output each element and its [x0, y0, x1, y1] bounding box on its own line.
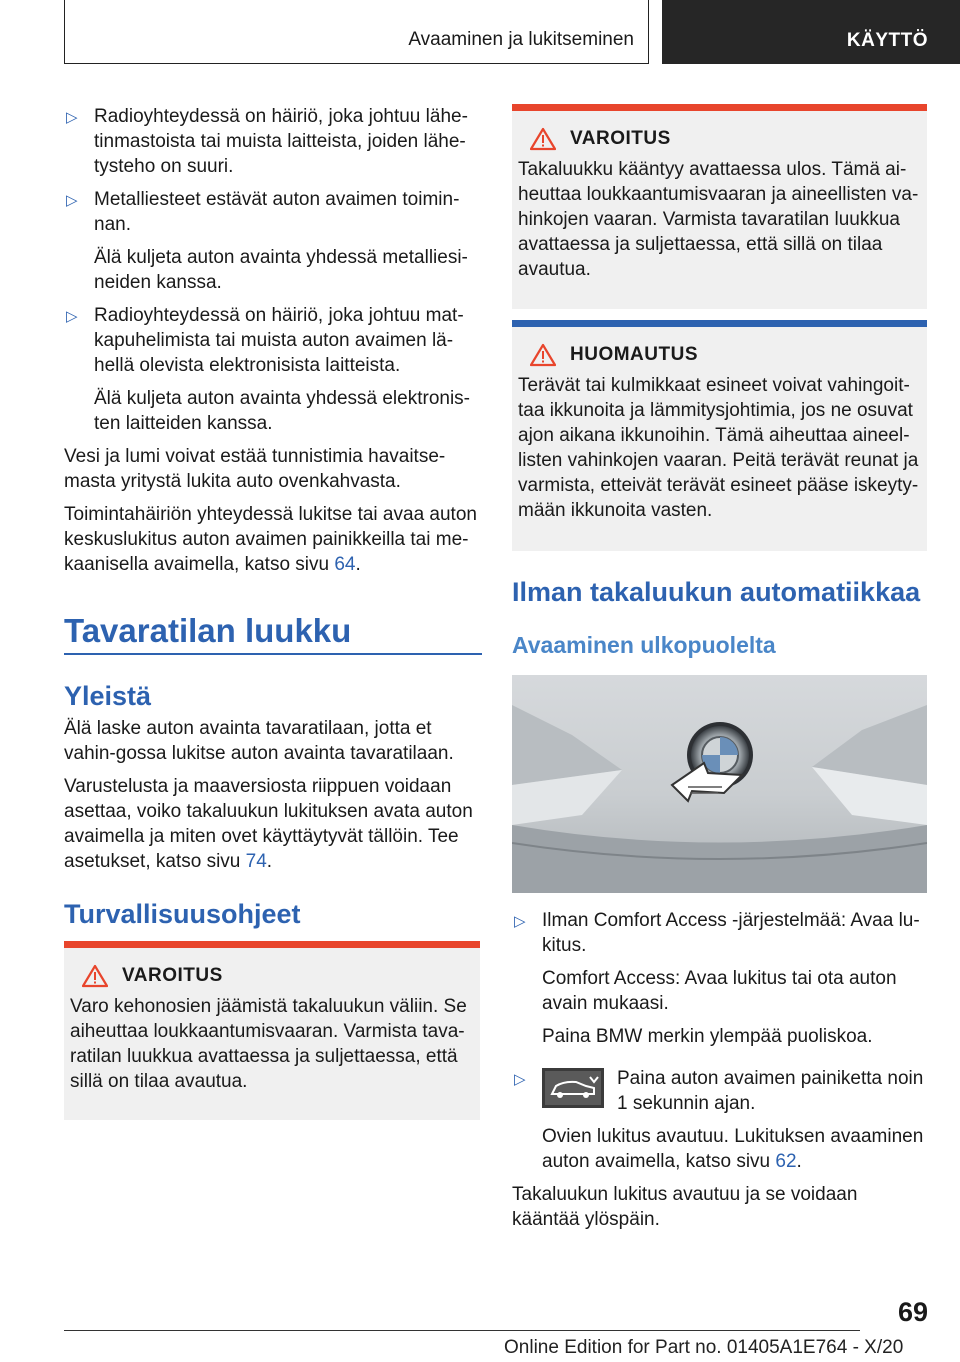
- triangle-bullet-icon: ▷: [66, 109, 78, 126]
- right-steps: [512, 908, 930, 1049]
- chapter-tab-label: KÄYTTÖ: [846, 30, 928, 51]
- paragraph-end: .: [266, 851, 273, 872]
- warning-title: VAROITUS: [122, 965, 223, 986]
- triangle-bullet-icon: ▷: [66, 308, 78, 325]
- chapter-tab[interactable]: [662, 0, 960, 64]
- page-link[interactable]: 62: [775, 1151, 797, 1172]
- page-link[interactable]: 64: [334, 554, 356, 575]
- tailgate-photo: [512, 675, 927, 893]
- subheading-no-automatic: Ilman takaluukun automatiikkaa: [512, 577, 921, 607]
- list-item-text: Radioyhteydessä on häiriö, joka johtuu lähe-tinmastoista tai muista laitteista, joiden lähe-tysteho on suuri.: [94, 106, 468, 177]
- page-number: 69: [897, 1297, 928, 1327]
- paragraph-text: Toimintahäiriön yhteydessä lukitse tai avaa auton keskuslukitus auton avaimen painikkeilla tai me-kaanisella avaimella, katso sivu: [64, 504, 477, 575]
- page-link[interactable]: 74: [245, 851, 267, 872]
- notice-text: Terävät tai kulmikkaat esineet voivat vahingoit-taa ikkunoita ja lämmitysjohtimia, jos ne osuvat ajon aikana ikkunoihin. Tämä aiheuttaa aineel-listen vahinkojen vaaran. Peitä terävät reunat ja varmista, etteivät terävät esineet pääse iskeyty-mään ikkunoita vasten.: [518, 375, 919, 521]
- list-item-text: Paina auton avaimen painiketta noin 1 sekunnin ajan.: [617, 1068, 924, 1114]
- subheading-safety: Turvallisuusohjeet: [64, 899, 301, 929]
- warning-title: VAROITUS: [570, 128, 671, 149]
- triangle-bullet-icon: ▷: [66, 192, 78, 209]
- list-item-extra: Älä kuljeta auton avainta yhdessä elektronis-ten laitteiden kanssa.: [94, 388, 471, 434]
- list-item: [512, 1066, 930, 1174]
- list-item-extra: Paina BMW merkin ylempää puoliskoa.: [542, 1026, 873, 1047]
- right-steps-2: [512, 1066, 930, 1232]
- warning-text: Varo kehonosien jäämistä takaluukun väliin. Se aiheuttaa loukkaantumisvaaran. Varmista tava-ratilan luukkua avattaessa ja suljettaessa, että sillä on tilaa avautua.: [70, 996, 467, 1092]
- paragraph-end: .: [796, 1151, 802, 1172]
- paragraph: Vesi ja lumi voivat estää tunnistimia havaitse-masta yritystä lukita auto ovenkahvasta.: [64, 446, 446, 492]
- notice-triangle-icon: [530, 343, 556, 367]
- notice-bar: [512, 320, 927, 327]
- list-item-extra: Älä kuljeta auton avainta yhdessä metalliesi-neiden kanssa.: [94, 247, 468, 293]
- heading-rule: [64, 653, 482, 655]
- notice-box: [512, 320, 927, 551]
- paragraph: [64, 774, 482, 874]
- footer-edition: Online Edition for Part no. 01405A1E764 - X/20: [504, 1337, 904, 1358]
- paragraph: Takaluukun lukitus avautuu ja se voidaan kääntää ylöspäin.: [512, 1184, 858, 1230]
- header-section-box: [64, 0, 649, 64]
- warning-bar: [512, 104, 927, 111]
- warning-box: [64, 941, 480, 1120]
- warning-text: Takaluukku kääntyy avattaessa ulos. Tämä ai-heuttaa loukkaantumisvaaran ja aineellisten va-hinkojen vaaran. Varmista tavaratilan luukkua avattaessa ja suljettaessa, että sillä on tilaa avautua.: [518, 159, 919, 280]
- list-item: [64, 187, 482, 295]
- warning-triangle-icon: [530, 127, 556, 151]
- warning-bar: [64, 941, 480, 948]
- triangle-bullet-icon: ▷: [514, 1071, 526, 1088]
- list-item: [64, 104, 482, 179]
- paragraph: Älä laske auton avainta tavaratilaan, jotta et vahin-gossa lukitse auton avainta tavaratilaan.: [64, 718, 454, 764]
- list-item-text: Metalliesteet estävät auton avaimen toimin-nan.: [94, 189, 460, 235]
- subheading-opening-outside: Avaaminen ulkopuolelta: [512, 632, 776, 658]
- section-heading: Tavaratilan luukku: [64, 612, 352, 649]
- left-column: [64, 104, 482, 577]
- paragraph-text: Varustelusta ja maaversiosta riippuen voidaan asettaa, voiko takaluukun lukituksen avata auton avaimella ja miten ovet käyttäytyvät tällöin. Tee asetukset, katso sivu: [64, 776, 473, 872]
- triangle-bullet-icon: ▷: [514, 913, 526, 930]
- paragraph-end: .: [355, 554, 361, 575]
- list-item-text: Ilman Comfort Access -järjestelmää: Avaa lu-kitus.: [542, 910, 920, 956]
- notice-title: HUOMAUTUS: [570, 344, 698, 365]
- paragraph: [64, 502, 482, 577]
- paragraph-text: Ovien lukitus avautuu. Lukituksen avaaminen auton avaimella, katso sivu: [542, 1126, 924, 1172]
- list-item: [512, 908, 930, 1049]
- section-title: Avaaminen ja lukitseminen: [408, 29, 634, 50]
- subheading-general: Yleistä: [64, 681, 152, 711]
- footer-rule: [64, 1330, 860, 1331]
- warning-triangle-icon: [82, 964, 108, 988]
- general-section: [64, 680, 482, 874]
- list-item-extra: [512, 1124, 930, 1174]
- list-item-text: Radioyhteydessä on häiriö, joka johtuu mat-kapuhelimista tai muista auton avaimen lä-hellä olevista elektronisista laitteista.: [94, 305, 464, 376]
- list-item: [64, 303, 482, 436]
- warning-box: [512, 104, 927, 309]
- list-item-extra: Comfort Access: Avaa lukitus tai ota auton avain mukaasi.: [542, 968, 897, 1014]
